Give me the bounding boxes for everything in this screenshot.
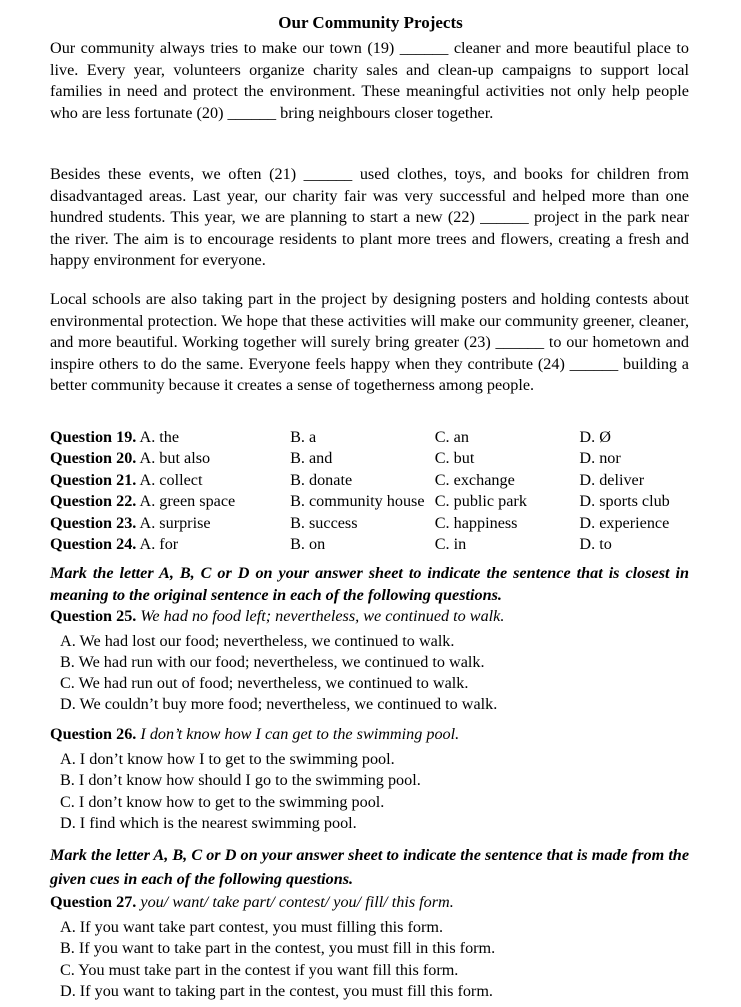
question-27-stem [50, 892, 710, 914]
question-row-23 [50, 513, 700, 534]
instruction-closest-meaning: Mark the letter A, B, C or D on your answer sheet to indicate the sentence that is closest in meaning to the original sentence in each of the following questions. [50, 564, 689, 604]
option-b[interactable]: B. donate [290, 470, 353, 489]
question-row-22 [50, 491, 700, 512]
question-26-stem [50, 724, 710, 746]
option-d[interactable]: D. Ø [579, 428, 611, 446]
instruction-given-cues: Mark the letter A, B, C or D on your answer sheet to indicate the sentence that is made from the given cues in each of the following questions. [50, 846, 689, 888]
question-label: Question 21. [50, 470, 137, 489]
question-label: Question 26. [50, 725, 137, 743]
question-27-option-b[interactable]: B. If you want to take part in the contest, you must fill in this form. [60, 939, 496, 957]
question-row-24 [50, 534, 700, 555]
option-d[interactable]: D. experience [579, 513, 670, 532]
option-c[interactable]: C. in [434, 535, 467, 554]
question-26-option-c[interactable]: C. I don’t know how to get to the swimming pool. [60, 793, 385, 811]
passage-paragraph-3: Local schools are also taking part in the project by designing posters and holding contests about environmental protection. We hope that these activities will make our community greener, cleaner, and more beautiful. Working together will surely bring greater (23) ______ to our hometown and inspire others to do the same. Everyone feels happy when they contribute (24) ______ building a better community because it creates a sense of togetherness among people. [50, 290, 689, 394]
option-a[interactable]: A. collect [139, 470, 203, 489]
option-b[interactable]: B. a [290, 428, 317, 446]
option-b[interactable]: B. community house [290, 492, 425, 511]
question-27-option-a[interactable]: A. If you want take part contest, you must filling this form. [60, 918, 444, 936]
question-label: Question 24. [50, 535, 137, 554]
option-c[interactable]: C. exchange [434, 470, 515, 489]
question-prompt: I don’t know how I can get to the swimming pool. [140, 725, 460, 743]
option-d[interactable]: D. deliver [579, 470, 645, 489]
question-label: Question 23. [50, 513, 137, 532]
question-26-option-b[interactable]: B. I don’t know how should I go to the swimming pool. [60, 771, 421, 789]
option-b[interactable]: B. and [290, 449, 333, 468]
cloze-question-table [50, 427, 700, 555]
question-row-20 [50, 448, 700, 469]
option-c[interactable]: C. an [434, 428, 469, 446]
question-25-option-d[interactable]: D. We couldn’t buy more food; nevertheless, we continued to walk. [60, 695, 498, 713]
option-a[interactable]: A. surprise [139, 513, 211, 532]
question-27-option-c[interactable]: C. You must take part in the contest if you want fill this form. [60, 961, 459, 979]
question-label: Question 19. [50, 428, 137, 446]
question-row-21 [50, 470, 700, 491]
option-a[interactable]: A. green space [139, 492, 236, 511]
question-26-option-d[interactable]: D. I find which is the nearest swimming pool. [60, 814, 357, 832]
option-b[interactable]: B. on [290, 535, 326, 554]
question-26-option-a[interactable]: A. I don’t know how I to get to the swimming pool. [60, 750, 395, 768]
option-a[interactable]: A. for [139, 535, 179, 554]
question-25-option-a[interactable]: A. We had lost our food; nevertheless, we continued to walk. [60, 632, 455, 650]
option-c[interactable]: C. happiness [434, 513, 518, 532]
page-title: Our Community Projects [278, 13, 463, 32]
question-row-19 [50, 427, 700, 448]
question-25-stem [50, 606, 710, 628]
question-label: Question 25. [50, 607, 137, 625]
option-c[interactable]: C. public park [434, 492, 527, 511]
question-label: Question 22. [50, 492, 137, 511]
question-label: Question 27. [50, 893, 137, 911]
question-prompt: We had no food left; nevertheless, we continued to walk. [140, 607, 505, 625]
option-c[interactable]: C. but [434, 449, 475, 468]
option-d[interactable]: D. nor [579, 449, 621, 468]
option-d[interactable]: D. sports club [579, 492, 670, 511]
question-25-option-b[interactable]: B. We had run with our food; nevertheless, we continued to walk. [60, 653, 485, 671]
question-25-option-c[interactable]: C. We had run out of food; nevertheless, we continued to walk. [60, 674, 469, 692]
passage-paragraph-1: Our community always tries to make our town (19) ______ cleaner and more beautiful place to live. Every year, volunteers organize charity sales and clean-up campaigns to support local families in need and protect the environment. These meaningful activities not only help people who are less fortunate (20) ______ bring neighbours closer together. [50, 39, 689, 122]
question-27-option-d[interactable]: D. If you want to taking part in the contest, you must fill this form. [60, 982, 493, 1000]
option-b[interactable]: B. success [290, 513, 358, 532]
passage-paragraph-2: Besides these events, we often (21) ______ used clothes, toys, and books for children from disadvantaged areas. Last year, our charity fair was very successful and helped more than one hundred students. This year, we are planning to start a new (22) ______ project in the park near the river. The aim is to encourage residents to plant more trees and flowers, creating a fresh and happy environment for everyone. [50, 165, 689, 269]
option-a[interactable]: A. but also [139, 449, 211, 468]
question-prompt: you/ want/ take part/ contest/ you/ fill/ this form. [140, 893, 454, 911]
option-a[interactable]: A. the [139, 428, 180, 446]
question-label: Question 20. [50, 449, 137, 468]
option-d[interactable]: D. to [579, 535, 612, 554]
